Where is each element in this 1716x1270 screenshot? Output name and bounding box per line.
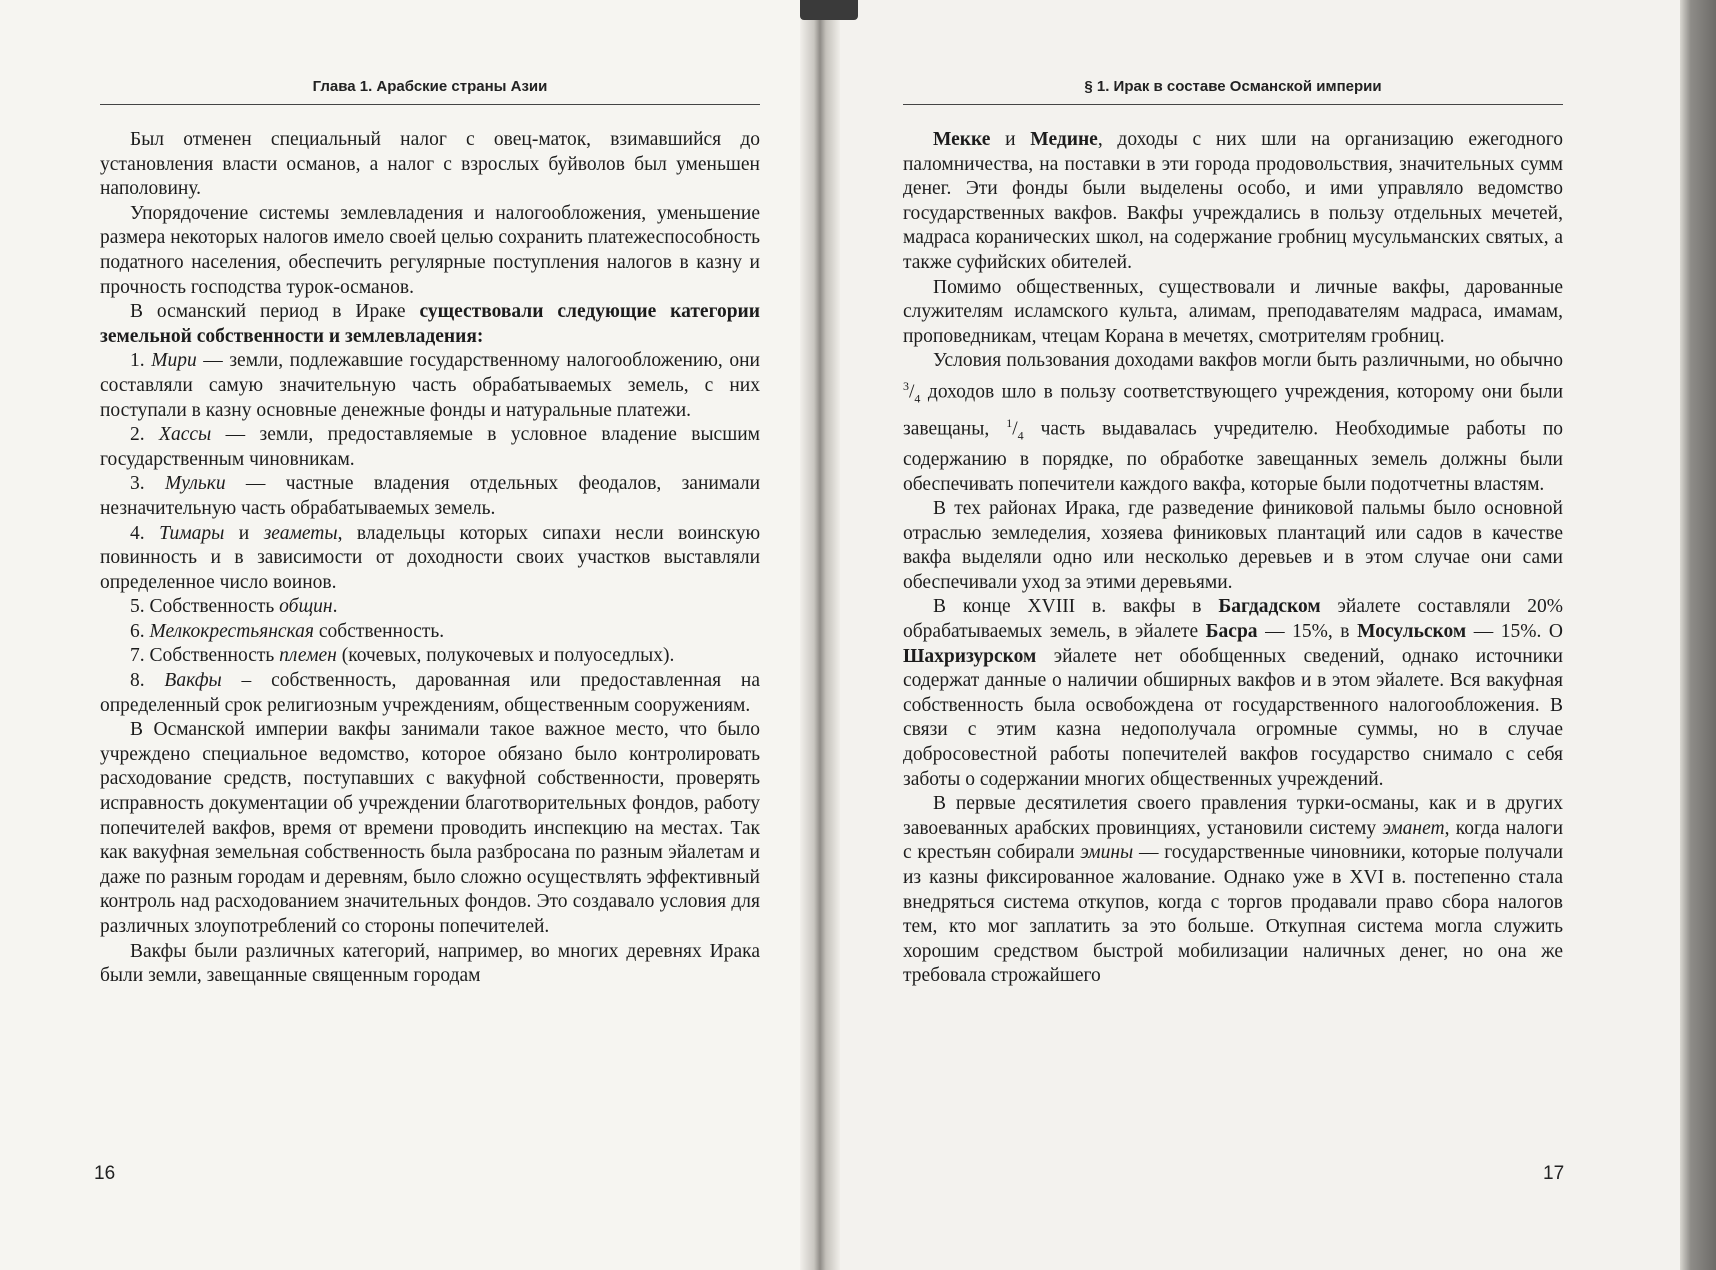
- text-run: /: [909, 381, 915, 403]
- text-run: — 15%, в: [1257, 621, 1358, 643]
- text-run: Упорядочение системы землевладения и налогообложения, уменьшение размера некоторых налогов имело своей целью сохранить платежеспособность податного населения, обеспечить регулярные поступления налогов в казну и прочность господства турок-османов.: [100, 202, 760, 298]
- italic-term: зеаметы: [263, 522, 338, 544]
- paragraph: [903, 497, 1563, 595]
- bold-term: Багдадском: [1218, 596, 1321, 618]
- text-run: /: [1012, 418, 1018, 440]
- text-run: 3.: [130, 473, 165, 495]
- paragraph: [100, 669, 760, 718]
- paragraph: [903, 276, 1563, 350]
- paragraph: [100, 644, 760, 669]
- paragraph: [100, 128, 760, 202]
- text-run: 7. Собственность: [130, 645, 280, 667]
- scanner-clip: [800, 0, 858, 20]
- text-run: В османский период в Ираке: [130, 301, 420, 323]
- paragraph: [100, 300, 760, 349]
- italic-term: Хассы: [159, 424, 212, 446]
- paragraph: [100, 940, 760, 989]
- paragraph: [100, 349, 760, 423]
- text-run: Помимо общественных, существовали и личные вакфы, дарованные служителям исламского культа, алимам, преподавателям мадраса, имамам, проповедникам, чтецам Корана в мечетях, смотрителям гробниц.: [903, 276, 1563, 347]
- paragraph: [903, 595, 1563, 792]
- text-run: Условия пользования доходами вакфов могли быть различными, но обычно: [933, 350, 1563, 372]
- bold-term: существовали следующие категории земельной собственности и землевладения:: [100, 301, 761, 347]
- text-run: .: [332, 596, 338, 618]
- text-run: — частные владения отдельных феодалов, занимали незначительную часть обрабатываемых земель.: [100, 473, 761, 519]
- text-run: В тех районах Ирака, где разведение финиковой пальмы было основной отраслью земледелия, хозяева финиковых плантаций или садов в качестве вакфа выделяли одно или несколько деревьев и в этом случае они сами обеспечивали уход за этими деревьями.: [903, 498, 1563, 593]
- text-run: – собственность, дарованная или предоставленная на определенный срок религиозным учреждениям, общественным сооружениям.: [100, 670, 760, 716]
- bold-term: Мосульском: [1357, 621, 1467, 643]
- italic-term: племен: [279, 645, 337, 667]
- text-run: доходов шло в пользу соответствующего учреждения, которому они были завещаны,: [903, 381, 1563, 440]
- paragraph: [100, 620, 760, 645]
- text-run: В первые десятилетия своего правления турки-османы, как и в других завоеванных арабских провинциях, установили систему: [903, 793, 1563, 839]
- text-run: (кочевых, полукочевых и полуоседлых).: [336, 645, 675, 667]
- text-run: — государственные чиновники, которые получали из казны фиксированное жалование. Однако уже в XVI в. постепенно стала внедряться система откупов, когда с торгов продавали право сбора налогов тем, кто мог заплатить за это больше. Откупная система могла служить хорошим средством быстрой мобилизации наличных денег, но она же требовала строжайшего: [903, 842, 1564, 987]
- paragraph: [100, 718, 760, 939]
- running-head-right: § 1. Ирак в составе Османской империи: [903, 78, 1563, 105]
- italic-term: Мири: [151, 350, 197, 372]
- text-run: Был отменен специальный налог с овец-маток, взимавшийся до установления власти османов, а налог с взрослых буйволов был уменьшен наполовину.: [100, 129, 760, 200]
- text-run: эйалете нет обобщенных сведений, однако источники содержат данные о наличии обширных вакфов и в этом эйалете. Вся вакуфная собственность была освобождена от государственного налогообложения. В связи с этим казна недополучала огромные суммы, но в случае добросовестной работы попечителей вакфов государство снимало с себя заботы о содержании многих общественных учреждений.: [903, 645, 1563, 790]
- paragraph: [903, 792, 1563, 989]
- fraction-part: 4: [914, 391, 921, 406]
- bold-term: Мекке: [933, 129, 991, 150]
- text-run: 5. Собственность: [130, 596, 280, 618]
- text-run: и: [990, 129, 1031, 150]
- left-text-column: [100, 128, 760, 989]
- text-run: В Османской империи вакфы занимали такое важное место, что было учреждено специальное ведомство, которое обязано было контролировать расходование средств, поступавших с вакуфной собственности, проверять исправность документации об учреждении благотворительных фондов, работу попечителей вакфов, время от времени проводить инспекцию на местах. Так как вакуфная земельная собственность была разбросана по разным эйалетам и даже по разным городам и деревням, было сложно осуществлять эффективный контроль над расходованием значительных фондов. Это создавало условия для различных злоупотреблений со стороны попечителей.: [100, 719, 760, 937]
- text-run: и: [224, 522, 264, 544]
- italic-term: эмины: [1080, 842, 1134, 864]
- running-head-left: Глава 1. Арабские страны Азии: [100, 78, 760, 105]
- text-run: Вакфы были различных категорий, например, во многих деревнях Ирака были земли, завещанные священным городам: [100, 940, 760, 987]
- text-run: часть выдавалась учредителю. Необходимые работы по содержанию в порядке, по обработке завещанных земель должны были обеспечивать попечители каждого вакфа, которые были подотчетны властям.: [903, 418, 1563, 495]
- italic-term: Вакфы: [164, 670, 222, 692]
- paragraph: [100, 202, 760, 300]
- text-run: эйалете составляли 20% обрабатываемых земель, в эйалете: [903, 596, 1564, 643]
- paragraph: [100, 522, 760, 596]
- text-run: , когда налоги с крестьян собирали: [903, 817, 1564, 864]
- italic-term: общин: [279, 596, 333, 618]
- bold-term: Шахризурском: [903, 645, 1037, 667]
- paragraph: [100, 595, 760, 620]
- book-gutter: [800, 0, 840, 1270]
- text-run: — земли, предоставляемые в условное владение высшим государственным чиновникам.: [100, 424, 761, 470]
- text-run: 6.: [130, 620, 150, 642]
- fraction-part: 1: [1006, 415, 1013, 430]
- page-number-left: 16: [94, 1163, 116, 1184]
- page-number-right: 17: [1543, 1163, 1565, 1184]
- text-run: 2.: [130, 424, 160, 446]
- text-run: , владельцы которых сипахи несли воинскую повинность и в зависимости от доходности своих участков выставляли определенное число воинов.: [100, 522, 761, 593]
- text-run: 8.: [130, 670, 165, 692]
- right-text-column: [903, 128, 1563, 989]
- fraction-part: 4: [1017, 428, 1024, 443]
- bold-term: Медине: [1030, 129, 1098, 150]
- page-edge-shadow: [1680, 0, 1716, 1270]
- fraction-part: 3: [903, 378, 909, 393]
- text-run: собственность.: [314, 620, 445, 642]
- text-run: — земли, подлежавшие государственному налогообложению, они составляли самую значительную часть обрабатываемых земель, с них поступали в казну основные денежные фонды и натуральные платежи.: [100, 350, 760, 421]
- text-run: 1.: [130, 350, 152, 372]
- paragraph: [100, 472, 760, 521]
- italic-term: Мульки: [164, 473, 226, 495]
- paragraph: [903, 128, 1563, 276]
- paragraph: [903, 349, 1563, 497]
- italic-term: Мелкокрестьянская: [149, 620, 314, 642]
- italic-term: Тимары: [159, 522, 225, 544]
- bold-term: Басра: [1205, 621, 1258, 643]
- text-run: , доходы с них шли на организацию ежегодного паломничества, на поставки в эти города продовольствия, значительных сумм денег. Эти фонды были выделены особо, и ими управляло ведомство государственных вакфов. Вакфы учреждались в пользу отдельных мечетей, мадраса коранических школ, на содержание гробниц мусульманских святых, а также суфийских обителей.: [903, 129, 1563, 273]
- text-run: 4.: [130, 522, 160, 544]
- text-run: В конце XVIII в. вакфы в: [933, 596, 1219, 618]
- italic-term: эманет: [1382, 817, 1445, 839]
- text-run: — 15%. О: [1466, 621, 1564, 643]
- paragraph: [100, 423, 760, 472]
